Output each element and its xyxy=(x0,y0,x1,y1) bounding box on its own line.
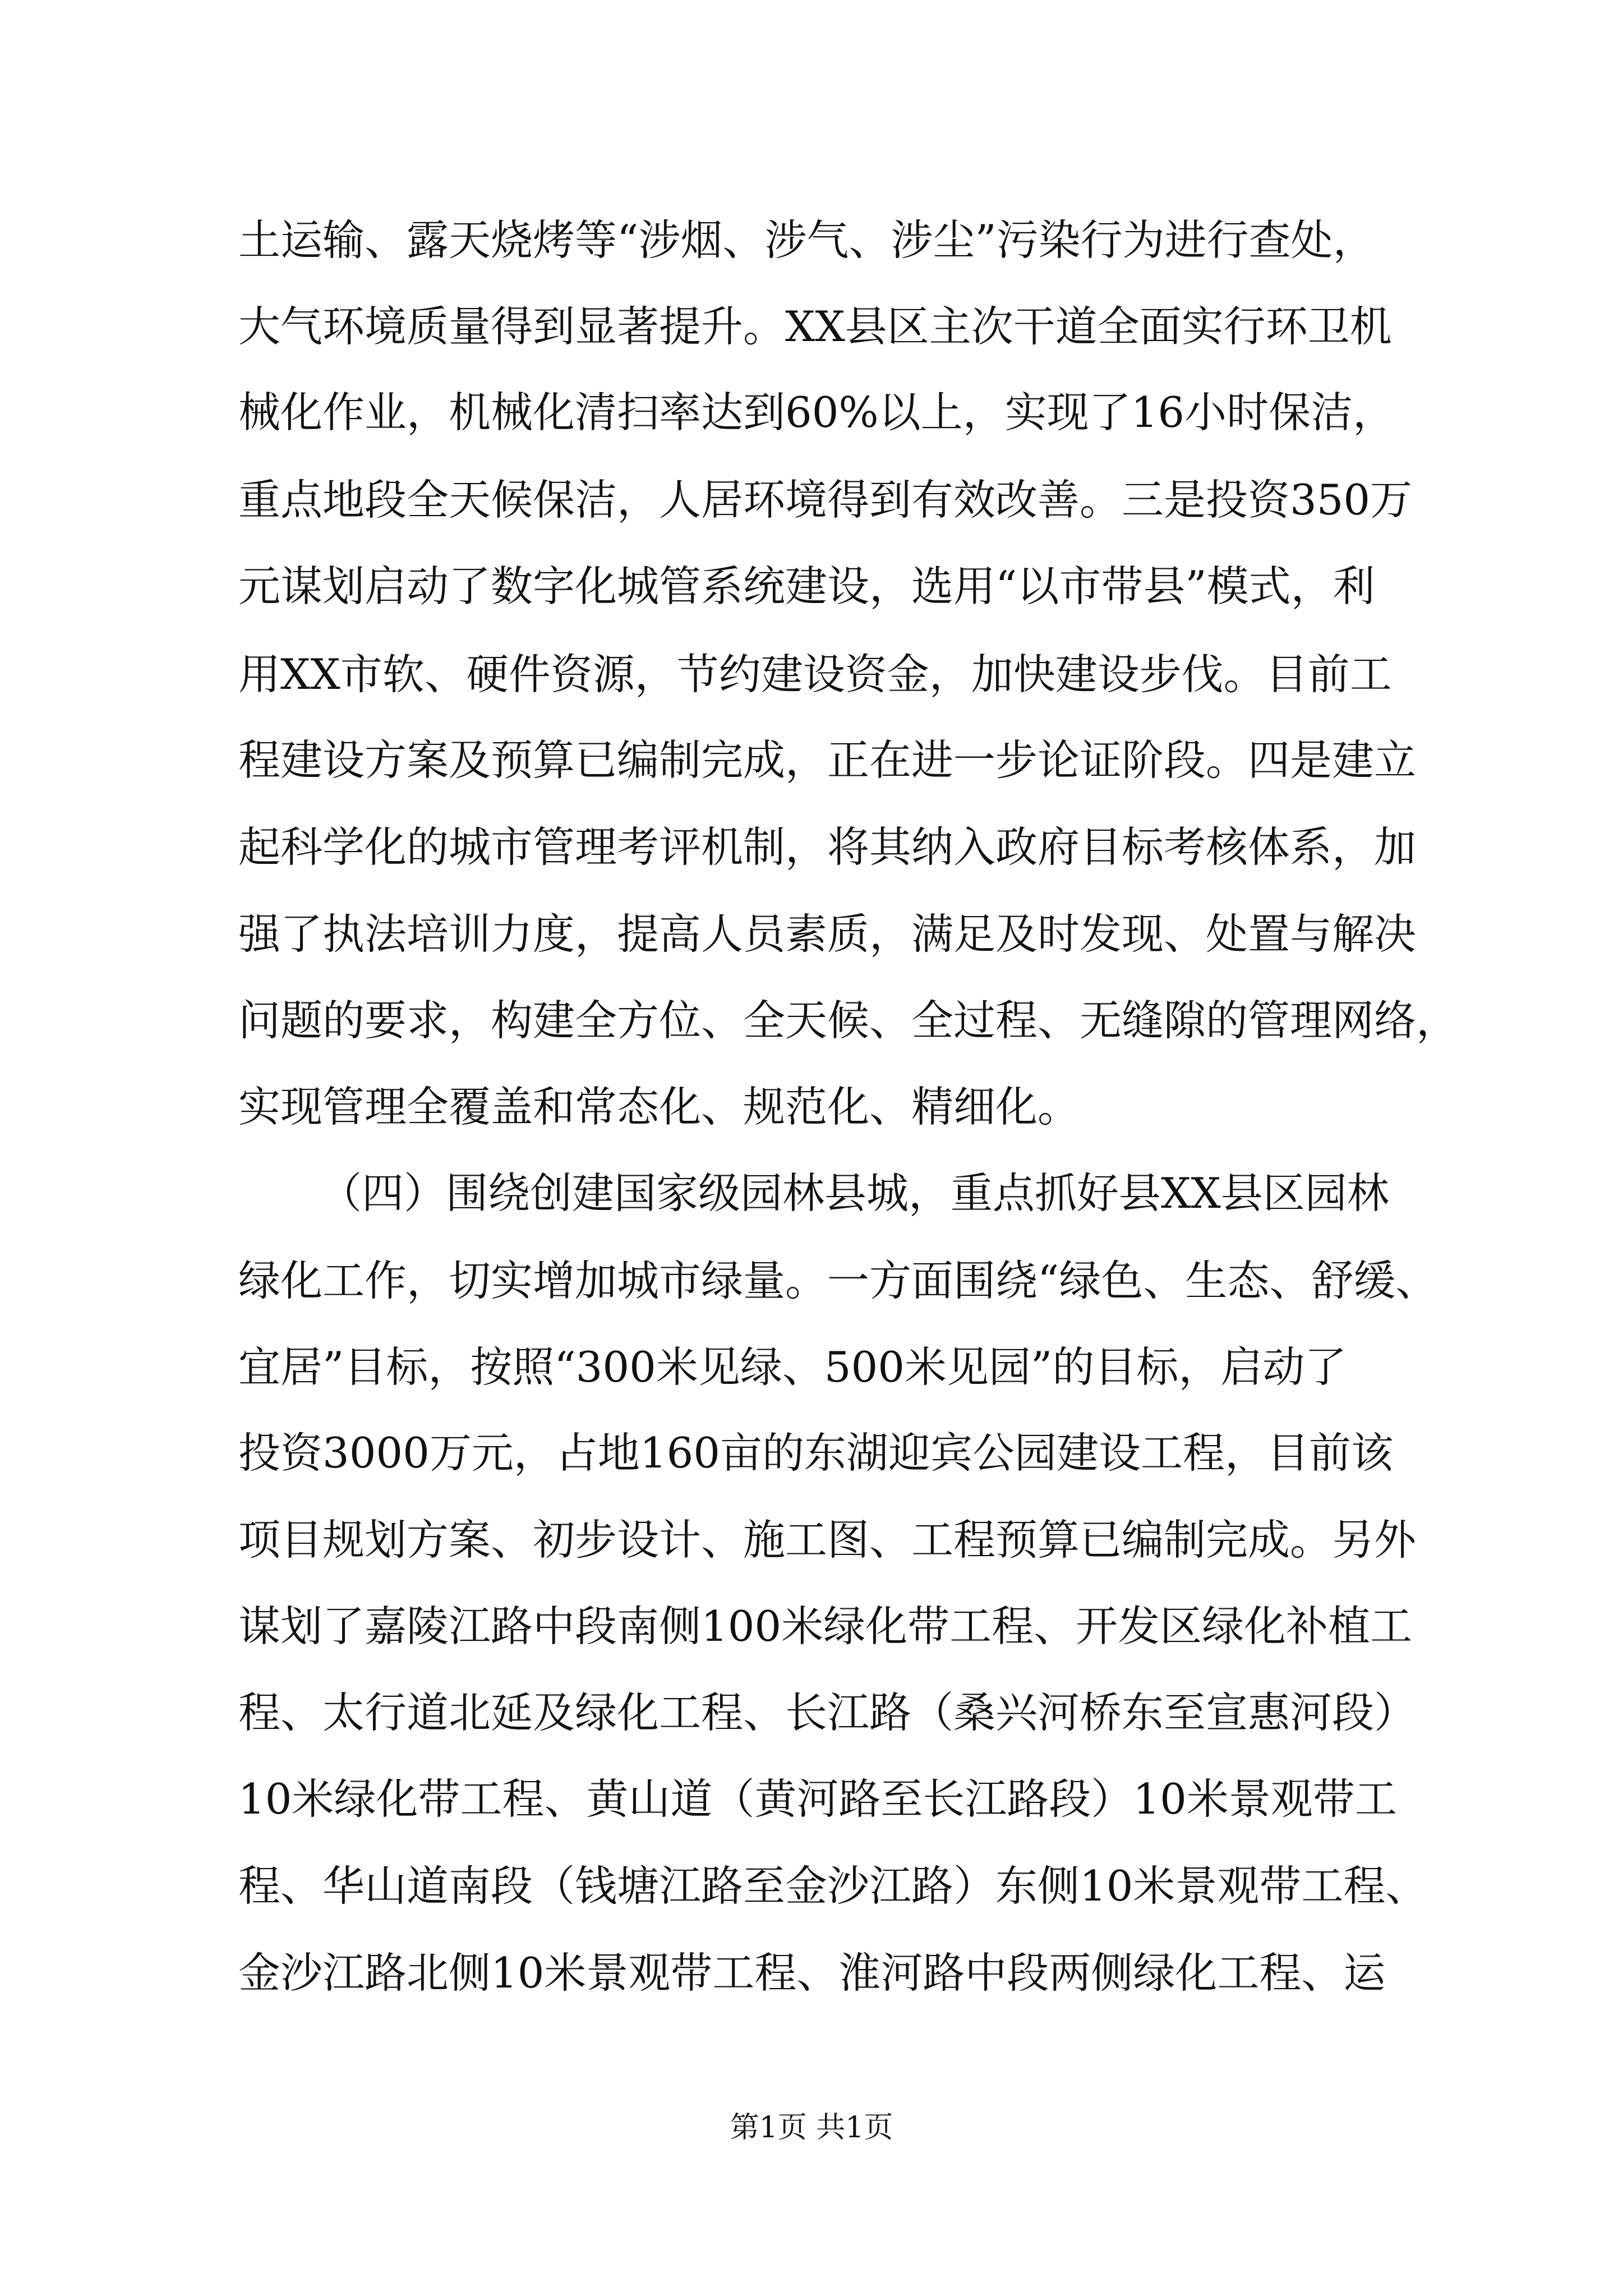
section-heading-line: （四）围绕创建国家级园林县城，重点抓好县XX县区园林 xyxy=(320,1168,1389,1218)
text-line-5: 元谋划启动了数字化城管系统建设，选用“以市带县”模式，利 xyxy=(238,562,1375,611)
text-line-17: 谋划了嘉陵江路中段南侧100米绿化带工程、开发区绿化补植工 xyxy=(238,1602,1413,1651)
text-line-6: 用XX市软、硬件资源，节约建设资金，加快建设步伐。目前工 xyxy=(238,650,1392,699)
text-line-20: 程、华山道南段（钱塘江路至金沙江路）东侧10米景观带工程、 xyxy=(238,1861,1428,1911)
text-line-16: 项目规划方案、初步设计、施工图、工程预算已编制完成。另外 xyxy=(238,1515,1417,1565)
text-line-8: 起科学化的城市管理考评机制，将其纳入政府目标考核体系，加 xyxy=(238,822,1417,872)
text-line-13: 绿化工作，切实增加城市绿量。一方面围绕“绿色、生态、舒缓、 xyxy=(238,1256,1438,1305)
text-line-18: 程、太行道北延及绿化工程、长江路（桑兴河桥东至宣惠河段） xyxy=(238,1688,1417,1737)
text-line-10: 问题的要求，构建全方位、全天候、全过程、无缝隙的管理网络， xyxy=(238,996,1459,1045)
text-line-3: 械化作业，机械化清扫率达到60%以上，实现了16小时保洁， xyxy=(238,388,1395,437)
text-line-1: 土运输、露天烧烤等“涉烟、涉气、涉尘”污染行为进行查处， xyxy=(238,215,1375,265)
text-line-2: 大气环境质量得到显著提升。XX县区主次干道全面实行环卫机 xyxy=(238,302,1392,351)
text-line-14: 宜居”目标，按照“300米见绿、500米见园”的目标，启动了 xyxy=(238,1342,1347,1392)
text-line-19: 10米绿化带工程、黄山道（黄河路至长江路段）10米景观带工 xyxy=(238,1774,1397,1824)
text-line-11: 实现管理全覆盖和常态化、规范化、精细化。 xyxy=(238,1082,1080,1131)
text-line-7: 程建设方案及预算已编制完成，正在进一步论证阶段。四是建立 xyxy=(238,735,1417,785)
text-line-4: 重点地段全天候保洁，人居环境得到有效改善。三是投资350万 xyxy=(238,475,1413,524)
text-line-21: 金沙江路北侧10米景观带工程、淮河路中段两侧绿化工程、运 xyxy=(238,1948,1386,1998)
text-line-15: 投资3000万元，占地160亩的东湖迎宾公园建设工程，目前该 xyxy=(238,1428,1394,1478)
page-footer: 第1页 共1页 xyxy=(730,2111,893,2145)
text-line-9: 强了执法培训力度，提高人员素质，满足及时发现、处置与解决 xyxy=(238,909,1417,959)
